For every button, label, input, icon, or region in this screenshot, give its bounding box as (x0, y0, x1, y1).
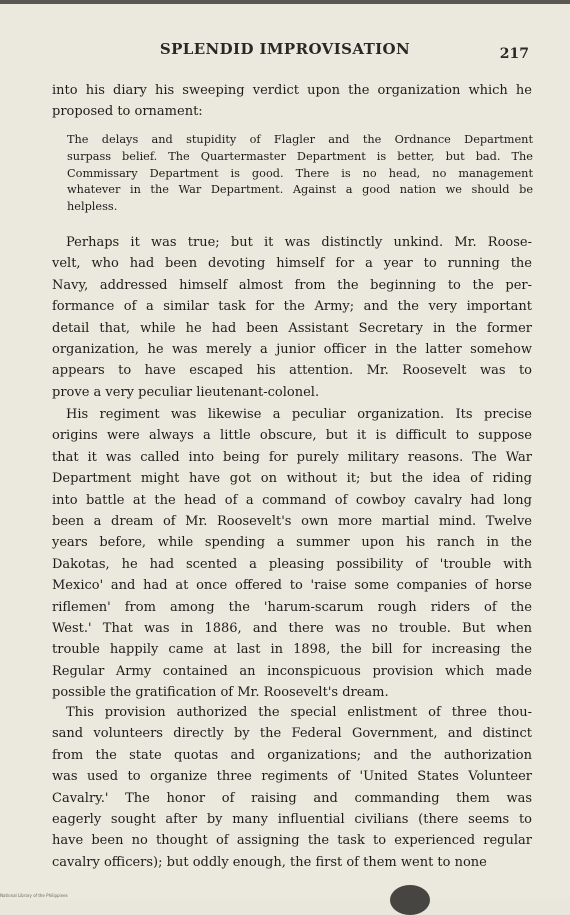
text-line: into battle at the head of a command of cowboy cavalry had long (52, 492, 532, 508)
text-line: His regiment was likewise a peculiar organization. Its precise (66, 407, 532, 422)
text-line: Dakotas, he had scented a pleasing possibility of 'trouble with (52, 556, 532, 572)
paragraph-2 (52, 404, 532, 704)
paragraph-1 (52, 232, 532, 403)
text-line: into his diary his sweeping verdict upon the organization which he (52, 83, 532, 98)
text-line: West.' That was in 1886, and there was no trouble. But when (52, 621, 532, 637)
text-line: formance of a similar task for the Army; and the very important (52, 299, 532, 315)
text-line: proposed to ornament: (52, 104, 203, 120)
text-line: years before, while spending a summer upon his ranch in the (52, 535, 532, 551)
text-line: cavalry officers); but oddly enough, the first of them went to none (52, 854, 487, 870)
text-line: organization, he was merely a junior officer in the latter somehow (52, 342, 532, 358)
text-line: appears to have escaped his attention. Mr. Roosevelt was to (52, 363, 532, 379)
running-head (0, 40, 570, 64)
text-line: possible the gratification of Mr. Roosevelt's dream. (52, 685, 389, 701)
text-line: sand volunteers directly by the Federal Government, and distinct (52, 726, 532, 742)
text-line: whatever in the War Department. Against a good nation we should be (67, 183, 533, 197)
text-line: origins were always a little obscure, but it is difficult to suppose (52, 428, 532, 444)
text-line: The delays and stupidity of Flagler and the Ordnance Department (67, 133, 533, 146)
diary-quote (67, 132, 533, 216)
text-line: from the state quotas and organizations; and the authorization (52, 747, 532, 763)
running-title: SPLENDID IMPROVISATION (159, 40, 411, 58)
scan-smudge (390, 885, 430, 915)
text-line: surpass belief. The Quartermaster Department is better, but bad. The (67, 149, 533, 163)
text-line: been a dream of Mr. Roosevelt's own more martial mind. Twelve (52, 514, 532, 530)
text-line: detail that, while he had been Assistant Secretary in the former (52, 320, 532, 336)
text-line: Commissary Department is good. There is no head, no management (67, 166, 533, 180)
paragraph-3 (52, 702, 532, 873)
text-line: was used to organize three regiments of 'United States Volunteer (52, 769, 532, 785)
text-line: velt, who had been devoting himself for a year to running the (52, 256, 532, 272)
text-line: Perhaps it was true; but it was distinctly unkind. Mr. Roose- (66, 235, 532, 250)
text-line: trouble happily came at last in 1898, the bill for increasing the (52, 642, 532, 658)
page-number: 217 (499, 46, 529, 62)
text-line: Department might have got on without it; but the idea of riding (52, 471, 532, 487)
text-line: riflemen' from among the 'harum-scarum rough riders of the (52, 599, 532, 615)
intro-paragraph (52, 80, 532, 123)
text-line: This provision authorized the special enlistment of three thou- (66, 705, 532, 720)
text-line: helpless. (67, 200, 118, 214)
text-line: Navy, addressed himself almost from the beginning to the per- (52, 277, 532, 293)
text-line: that it was called into being for purely military reasons. The War (52, 449, 532, 465)
text-line: have been no thought of assigning the task to experienced regular (52, 833, 532, 849)
text-line: Cavalry.' The honor of raising and commanding them was (52, 790, 532, 806)
text-line: Mexico' and had at once offered to 'raise some companies of horse (52, 578, 532, 594)
scan-top-edge (0, 0, 570, 4)
text-line: eagerly sought after by many influential civilians (there seems to (52, 812, 532, 828)
text-line: prove a very peculiar lieutenant-colonel. (52, 384, 320, 400)
text-line: Regular Army contained an inconspicuous provision which made (52, 663, 532, 679)
scan-credit: National Library of the Philippines (0, 893, 68, 898)
